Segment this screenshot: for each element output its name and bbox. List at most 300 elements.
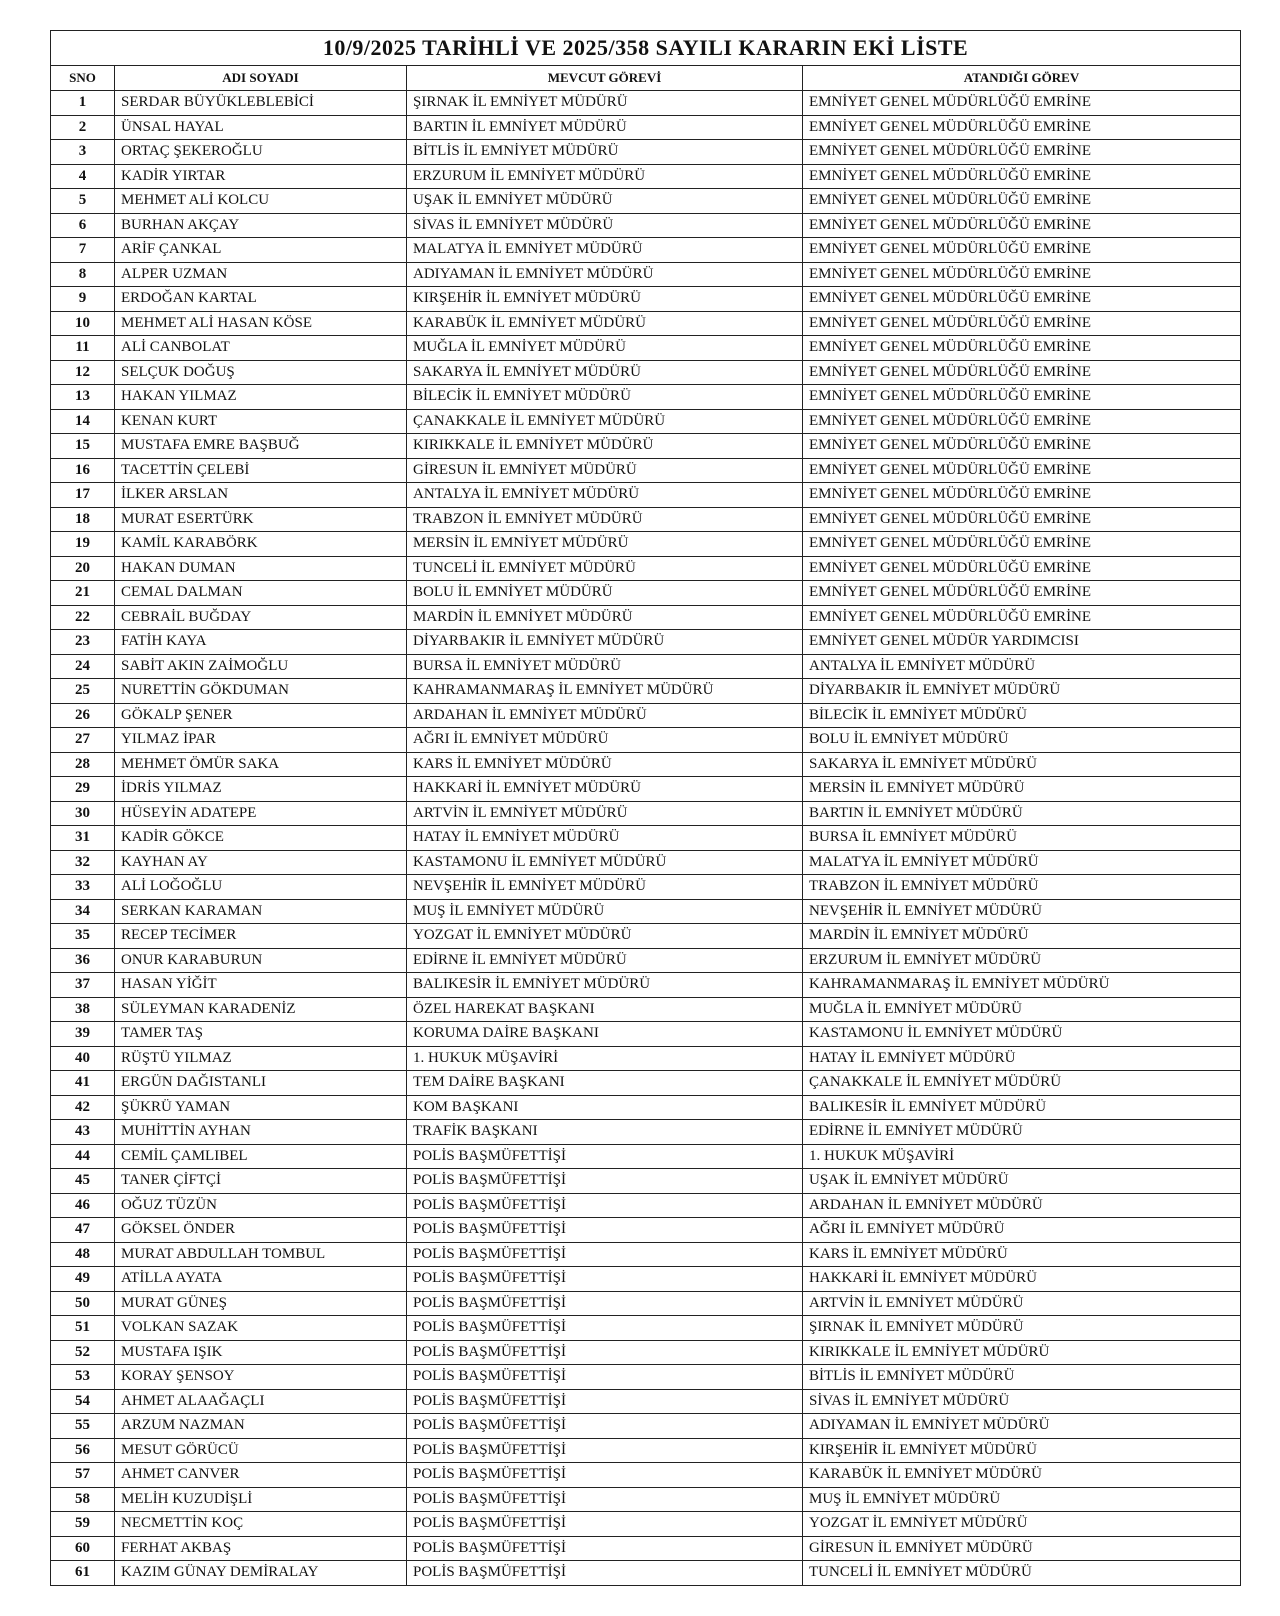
table-row bbox=[51, 1365, 1241, 1390]
table-row bbox=[51, 1193, 1241, 1218]
row-number: 51 bbox=[51, 1316, 115, 1341]
person-name: ERGÜN DAĞISTANLI bbox=[115, 1071, 407, 1096]
row-number: 38 bbox=[51, 997, 115, 1022]
assigned-position: BALIKESİR İL EMNİYET MÜDÜRÜ bbox=[803, 1095, 1241, 1120]
table-row bbox=[51, 1144, 1241, 1169]
current-position: KASTAMONU İL EMNİYET MÜDÜRÜ bbox=[407, 850, 803, 875]
current-position: UŞAK İL EMNİYET MÜDÜRÜ bbox=[407, 189, 803, 214]
row-number: 39 bbox=[51, 1022, 115, 1047]
table-row bbox=[51, 679, 1241, 704]
table-row bbox=[51, 1487, 1241, 1512]
current-position: GİRESUN İL EMNİYET MÜDÜRÜ bbox=[407, 458, 803, 483]
table-row bbox=[51, 654, 1241, 679]
assigned-position: HATAY İL EMNİYET MÜDÜRÜ bbox=[803, 1046, 1241, 1071]
row-number: 23 bbox=[51, 630, 115, 655]
table-row bbox=[51, 924, 1241, 949]
current-position: EDİRNE İL EMNİYET MÜDÜRÜ bbox=[407, 948, 803, 973]
row-number: 18 bbox=[51, 507, 115, 532]
current-position: KARABÜK İL EMNİYET MÜDÜRÜ bbox=[407, 311, 803, 336]
person-name: NECMETTİN KOÇ bbox=[115, 1512, 407, 1537]
row-number: 45 bbox=[51, 1169, 115, 1194]
assigned-position: MUĞLA İL EMNİYET MÜDÜRÜ bbox=[803, 997, 1241, 1022]
person-name: TAMER TAŞ bbox=[115, 1022, 407, 1047]
row-number: 12 bbox=[51, 360, 115, 385]
column-header-current-position: MEVCUT GÖREVİ bbox=[407, 66, 803, 91]
person-name: VOLKAN SAZAK bbox=[115, 1316, 407, 1341]
person-name: HASAN YİĞİT bbox=[115, 973, 407, 998]
table-row bbox=[51, 1071, 1241, 1096]
row-number: 55 bbox=[51, 1414, 115, 1439]
assigned-position: BOLU İL EMNİYET MÜDÜRÜ bbox=[803, 728, 1241, 753]
row-number: 21 bbox=[51, 581, 115, 606]
assigned-position: EMNİYET GENEL MÜDÜRLÜĞÜ EMRİNE bbox=[803, 409, 1241, 434]
assigned-position: SİVAS İL EMNİYET MÜDÜRÜ bbox=[803, 1389, 1241, 1414]
row-number: 50 bbox=[51, 1291, 115, 1316]
current-position: KORUMA DAİRE BAŞKANI bbox=[407, 1022, 803, 1047]
current-position: POLİS BAŞMÜFETTİŞİ bbox=[407, 1512, 803, 1537]
row-number: 43 bbox=[51, 1120, 115, 1145]
assigned-position: KARS İL EMNİYET MÜDÜRÜ bbox=[803, 1242, 1241, 1267]
row-number: 13 bbox=[51, 385, 115, 410]
table-row bbox=[51, 115, 1241, 140]
person-name: SERDAR BÜYÜKLEBLEBİCİ bbox=[115, 91, 407, 116]
row-number: 4 bbox=[51, 164, 115, 189]
row-number: 10 bbox=[51, 311, 115, 336]
assigned-position: YOZGAT İL EMNİYET MÜDÜRÜ bbox=[803, 1512, 1241, 1537]
row-number: 17 bbox=[51, 483, 115, 508]
person-name: ÜNSAL HAYAL bbox=[115, 115, 407, 140]
assigned-position: EMNİYET GENEL MÜDÜRLÜĞÜ EMRİNE bbox=[803, 213, 1241, 238]
assigned-position: EMNİYET GENEL MÜDÜRLÜĞÜ EMRİNE bbox=[803, 189, 1241, 214]
row-number: 11 bbox=[51, 336, 115, 361]
assigned-position: EMNİYET GENEL MÜDÜRLÜĞÜ EMRİNE bbox=[803, 140, 1241, 165]
assigned-position: SAKARYA İL EMNİYET MÜDÜRÜ bbox=[803, 752, 1241, 777]
current-position: POLİS BAŞMÜFETTİŞİ bbox=[407, 1438, 803, 1463]
table-row bbox=[51, 1095, 1241, 1120]
person-name: ARİF ÇANKAL bbox=[115, 238, 407, 263]
assigned-position: TUNCELİ İL EMNİYET MÜDÜRÜ bbox=[803, 1561, 1241, 1586]
row-number: 53 bbox=[51, 1365, 115, 1390]
table-row bbox=[51, 703, 1241, 728]
table-row bbox=[51, 311, 1241, 336]
person-name: MELİH KUZUDİŞLİ bbox=[115, 1487, 407, 1512]
table-row bbox=[51, 826, 1241, 851]
table-row bbox=[51, 556, 1241, 581]
row-number: 30 bbox=[51, 801, 115, 826]
current-position: POLİS BAŞMÜFETTİŞİ bbox=[407, 1365, 803, 1390]
current-position: KIRIKKALE İL EMNİYET MÜDÜRÜ bbox=[407, 434, 803, 459]
table-row bbox=[51, 213, 1241, 238]
assigned-position: MUŞ İL EMNİYET MÜDÜRÜ bbox=[803, 1487, 1241, 1512]
person-name: MUSTAFA IŞIK bbox=[115, 1340, 407, 1365]
assigned-position: ADIYAMAN İL EMNİYET MÜDÜRÜ bbox=[803, 1414, 1241, 1439]
person-name: OĞUZ TÜZÜN bbox=[115, 1193, 407, 1218]
row-number: 54 bbox=[51, 1389, 115, 1414]
column-header-assigned-position: ATANDIĞI GÖREV bbox=[803, 66, 1241, 91]
table-row bbox=[51, 581, 1241, 606]
row-number: 41 bbox=[51, 1071, 115, 1096]
person-name: İLKER ARSLAN bbox=[115, 483, 407, 508]
person-name: FATİH KAYA bbox=[115, 630, 407, 655]
row-number: 24 bbox=[51, 654, 115, 679]
table-row bbox=[51, 1438, 1241, 1463]
table-row bbox=[51, 140, 1241, 165]
assigned-position: ÇANAKKALE İL EMNİYET MÜDÜRÜ bbox=[803, 1071, 1241, 1096]
assigned-position: BARTIN İL EMNİYET MÜDÜRÜ bbox=[803, 801, 1241, 826]
current-position: POLİS BAŞMÜFETTİŞİ bbox=[407, 1463, 803, 1488]
person-name: BURHAN AKÇAY bbox=[115, 213, 407, 238]
person-name: ALİ CANBOLAT bbox=[115, 336, 407, 361]
table-row bbox=[51, 189, 1241, 214]
row-number: 31 bbox=[51, 826, 115, 851]
current-position: POLİS BAŞMÜFETTİŞİ bbox=[407, 1144, 803, 1169]
current-position: SAKARYA İL EMNİYET MÜDÜRÜ bbox=[407, 360, 803, 385]
current-position: SİVAS İL EMNİYET MÜDÜRÜ bbox=[407, 213, 803, 238]
table-row bbox=[51, 385, 1241, 410]
table-row bbox=[51, 1120, 1241, 1145]
person-name: YILMAZ İPAR bbox=[115, 728, 407, 753]
person-name: CEMAL DALMAN bbox=[115, 581, 407, 606]
table-row bbox=[51, 287, 1241, 312]
assigned-position: EMNİYET GENEL MÜDÜRLÜĞÜ EMRİNE bbox=[803, 311, 1241, 336]
table-row bbox=[51, 507, 1241, 532]
current-position: POLİS BAŞMÜFETTİŞİ bbox=[407, 1536, 803, 1561]
table-row bbox=[51, 605, 1241, 630]
current-position: POLİS BAŞMÜFETTİŞİ bbox=[407, 1193, 803, 1218]
appointment-table bbox=[50, 30, 1241, 1586]
current-position: ERZURUM İL EMNİYET MÜDÜRÜ bbox=[407, 164, 803, 189]
person-name: KENAN KURT bbox=[115, 409, 407, 434]
assigned-position: ARTVİN İL EMNİYET MÜDÜRÜ bbox=[803, 1291, 1241, 1316]
person-name: SABİT AKIN ZAİMOĞLU bbox=[115, 654, 407, 679]
assigned-position: EMNİYET GENEL MÜDÜRLÜĞÜ EMRİNE bbox=[803, 385, 1241, 410]
row-number: 1 bbox=[51, 91, 115, 116]
assigned-position: AĞRI İL EMNİYET MÜDÜRÜ bbox=[803, 1218, 1241, 1243]
current-position: POLİS BAŞMÜFETTİŞİ bbox=[407, 1169, 803, 1194]
person-name: CEBRAİL BUĞDAY bbox=[115, 605, 407, 630]
document-title: 10/9/2025 TARİHLİ VE 2025/358 SAYILI KARARIN EKİ LİSTE bbox=[51, 31, 1241, 66]
current-position: BURSA İL EMNİYET MÜDÜRÜ bbox=[407, 654, 803, 679]
row-number: 44 bbox=[51, 1144, 115, 1169]
table-row bbox=[51, 899, 1241, 924]
assigned-position: BURSA İL EMNİYET MÜDÜRÜ bbox=[803, 826, 1241, 851]
assigned-position: BİLECİK İL EMNİYET MÜDÜRÜ bbox=[803, 703, 1241, 728]
person-name: MEHMET ALİ HASAN KÖSE bbox=[115, 311, 407, 336]
row-number: 3 bbox=[51, 140, 115, 165]
person-name: GÖKALP ŞENER bbox=[115, 703, 407, 728]
person-name: RECEP TECİMER bbox=[115, 924, 407, 949]
table-row bbox=[51, 777, 1241, 802]
table-row bbox=[51, 1022, 1241, 1047]
person-name: RÜŞTÜ YILMAZ bbox=[115, 1046, 407, 1071]
table-row bbox=[51, 336, 1241, 361]
row-number: 28 bbox=[51, 752, 115, 777]
table-row bbox=[51, 434, 1241, 459]
row-number: 2 bbox=[51, 115, 115, 140]
person-name: FERHAT AKBAŞ bbox=[115, 1536, 407, 1561]
current-position: KAHRAMANMARAŞ İL EMNİYET MÜDÜRÜ bbox=[407, 679, 803, 704]
person-name: TACETTİN ÇELEBİ bbox=[115, 458, 407, 483]
row-number: 60 bbox=[51, 1536, 115, 1561]
current-position: BALIKESİR İL EMNİYET MÜDÜRÜ bbox=[407, 973, 803, 998]
assigned-position: EMNİYET GENEL MÜDÜRLÜĞÜ EMRİNE bbox=[803, 434, 1241, 459]
assigned-position: MARDİN İL EMNİYET MÜDÜRÜ bbox=[803, 924, 1241, 949]
table-row bbox=[51, 1218, 1241, 1243]
assigned-position: BİTLİS İL EMNİYET MÜDÜRÜ bbox=[803, 1365, 1241, 1390]
current-position: POLİS BAŞMÜFETTİŞİ bbox=[407, 1218, 803, 1243]
current-position: POLİS BAŞMÜFETTİŞİ bbox=[407, 1340, 803, 1365]
table-row bbox=[51, 483, 1241, 508]
person-name: MURAT ESERTÜRK bbox=[115, 507, 407, 532]
row-number: 48 bbox=[51, 1242, 115, 1267]
table-row bbox=[51, 875, 1241, 900]
current-position: DİYARBAKIR İL EMNİYET MÜDÜRÜ bbox=[407, 630, 803, 655]
person-name: ERDOĞAN KARTAL bbox=[115, 287, 407, 312]
assigned-position: EMNİYET GENEL MÜDÜRLÜĞÜ EMRİNE bbox=[803, 581, 1241, 606]
table-row bbox=[51, 850, 1241, 875]
current-position: POLİS BAŞMÜFETTİŞİ bbox=[407, 1242, 803, 1267]
row-number: 52 bbox=[51, 1340, 115, 1365]
current-position: KIRŞEHİR İL EMNİYET MÜDÜRÜ bbox=[407, 287, 803, 312]
person-name: SELÇUK DOĞUŞ bbox=[115, 360, 407, 385]
row-number: 5 bbox=[51, 189, 115, 214]
table-row bbox=[51, 1340, 1241, 1365]
current-position: ADIYAMAN İL EMNİYET MÜDÜRÜ bbox=[407, 262, 803, 287]
current-position: TRAFİK BAŞKANI bbox=[407, 1120, 803, 1145]
row-number: 25 bbox=[51, 679, 115, 704]
row-number: 16 bbox=[51, 458, 115, 483]
row-number: 22 bbox=[51, 605, 115, 630]
row-number: 27 bbox=[51, 728, 115, 753]
row-number: 46 bbox=[51, 1193, 115, 1218]
table-body bbox=[51, 91, 1241, 1586]
person-name: AHMET ALAAĞAÇLI bbox=[115, 1389, 407, 1414]
assigned-position: EMNİYET GENEL MÜDÜRLÜĞÜ EMRİNE bbox=[803, 483, 1241, 508]
person-name: MUSTAFA EMRE BAŞBUĞ bbox=[115, 434, 407, 459]
current-position: ANTALYA İL EMNİYET MÜDÜRÜ bbox=[407, 483, 803, 508]
table-row bbox=[51, 91, 1241, 116]
assigned-position: KAHRAMANMARAŞ İL EMNİYET MÜDÜRÜ bbox=[803, 973, 1241, 998]
row-number: 15 bbox=[51, 434, 115, 459]
table-row bbox=[51, 1414, 1241, 1439]
person-name: AHMET CANVER bbox=[115, 1463, 407, 1488]
current-position: ÇANAKKALE İL EMNİYET MÜDÜRÜ bbox=[407, 409, 803, 434]
row-number: 40 bbox=[51, 1046, 115, 1071]
person-name: KAZIM GÜNAY DEMİRALAY bbox=[115, 1561, 407, 1586]
assigned-position: KIRIKKALE İL EMNİYET MÜDÜRÜ bbox=[803, 1340, 1241, 1365]
row-number: 59 bbox=[51, 1512, 115, 1537]
current-position: AĞRI İL EMNİYET MÜDÜRÜ bbox=[407, 728, 803, 753]
current-position: KOM BAŞKANI bbox=[407, 1095, 803, 1120]
person-name: İDRİS YILMAZ bbox=[115, 777, 407, 802]
assigned-position: KASTAMONU İL EMNİYET MÜDÜRÜ bbox=[803, 1022, 1241, 1047]
assigned-position: ARDAHAN İL EMNİYET MÜDÜRÜ bbox=[803, 1193, 1241, 1218]
table-row bbox=[51, 801, 1241, 826]
person-name: MESUT GÖRÜCÜ bbox=[115, 1438, 407, 1463]
assigned-position: MERSİN İL EMNİYET MÜDÜRÜ bbox=[803, 777, 1241, 802]
person-name: KAMİL KARABÖRK bbox=[115, 532, 407, 557]
row-number: 58 bbox=[51, 1487, 115, 1512]
current-position: POLİS BAŞMÜFETTİŞİ bbox=[407, 1291, 803, 1316]
current-position: 1. HUKUK MÜŞAVİRİ bbox=[407, 1046, 803, 1071]
table-row bbox=[51, 238, 1241, 263]
column-header-sno: SNO bbox=[51, 66, 115, 91]
row-number: 33 bbox=[51, 875, 115, 900]
current-position: BARTIN İL EMNİYET MÜDÜRÜ bbox=[407, 115, 803, 140]
assigned-position: EDİRNE İL EMNİYET MÜDÜRÜ bbox=[803, 1120, 1241, 1145]
person-name: MUHİTTİN AYHAN bbox=[115, 1120, 407, 1145]
assigned-position: EMNİYET GENEL MÜDÜR YARDIMCISI bbox=[803, 630, 1241, 655]
person-name: KORAY ŞENSOY bbox=[115, 1365, 407, 1390]
assigned-position: DİYARBAKIR İL EMNİYET MÜDÜRÜ bbox=[803, 679, 1241, 704]
table-row bbox=[51, 630, 1241, 655]
row-number: 32 bbox=[51, 850, 115, 875]
current-position: POLİS BAŞMÜFETTİŞİ bbox=[407, 1316, 803, 1341]
current-position: TEM DAİRE BAŞKANI bbox=[407, 1071, 803, 1096]
person-name: CEMİL ÇAMLIBEL bbox=[115, 1144, 407, 1169]
row-number: 8 bbox=[51, 262, 115, 287]
person-name: SÜLEYMAN KARADENİZ bbox=[115, 997, 407, 1022]
person-name: ARZUM NAZMAN bbox=[115, 1414, 407, 1439]
row-number: 37 bbox=[51, 973, 115, 998]
table-row bbox=[51, 1389, 1241, 1414]
current-position: BİLECİK İL EMNİYET MÜDÜRÜ bbox=[407, 385, 803, 410]
table-row bbox=[51, 997, 1241, 1022]
row-number: 9 bbox=[51, 287, 115, 312]
current-position: POLİS BAŞMÜFETTİŞİ bbox=[407, 1414, 803, 1439]
assigned-position: EMNİYET GENEL MÜDÜRLÜĞÜ EMRİNE bbox=[803, 262, 1241, 287]
table-row bbox=[51, 973, 1241, 998]
assigned-position: EMNİYET GENEL MÜDÜRLÜĞÜ EMRİNE bbox=[803, 238, 1241, 263]
current-position: POLİS BAŞMÜFETTİŞİ bbox=[407, 1487, 803, 1512]
table-row bbox=[51, 1561, 1241, 1586]
assigned-position: KIRŞEHİR İL EMNİYET MÜDÜRÜ bbox=[803, 1438, 1241, 1463]
person-name: HAKAN DUMAN bbox=[115, 556, 407, 581]
assigned-position: TRABZON İL EMNİYET MÜDÜRÜ bbox=[803, 875, 1241, 900]
assigned-position: EMNİYET GENEL MÜDÜRLÜĞÜ EMRİNE bbox=[803, 164, 1241, 189]
row-number: 7 bbox=[51, 238, 115, 263]
person-name: TANER ÇİFTÇİ bbox=[115, 1169, 407, 1194]
current-position: MERSİN İL EMNİYET MÜDÜRÜ bbox=[407, 532, 803, 557]
assigned-position: EMNİYET GENEL MÜDÜRLÜĞÜ EMRİNE bbox=[803, 115, 1241, 140]
assigned-position: EMNİYET GENEL MÜDÜRLÜĞÜ EMRİNE bbox=[803, 605, 1241, 630]
assigned-position: EMNİYET GENEL MÜDÜRLÜĞÜ EMRİNE bbox=[803, 507, 1241, 532]
current-position: TUNCELİ İL EMNİYET MÜDÜRÜ bbox=[407, 556, 803, 581]
table-row bbox=[51, 1291, 1241, 1316]
assigned-position: ERZURUM İL EMNİYET MÜDÜRÜ bbox=[803, 948, 1241, 973]
current-position: NEVŞEHİR İL EMNİYET MÜDÜRÜ bbox=[407, 875, 803, 900]
person-name: ŞÜKRÜ YAMAN bbox=[115, 1095, 407, 1120]
assigned-position: ŞIRNAK İL EMNİYET MÜDÜRÜ bbox=[803, 1316, 1241, 1341]
current-position: MUĞLA İL EMNİYET MÜDÜRÜ bbox=[407, 336, 803, 361]
table-row bbox=[51, 360, 1241, 385]
table-row bbox=[51, 1463, 1241, 1488]
person-name: SERKAN KARAMAN bbox=[115, 899, 407, 924]
assigned-position: EMNİYET GENEL MÜDÜRLÜĞÜ EMRİNE bbox=[803, 458, 1241, 483]
current-position: POLİS BAŞMÜFETTİŞİ bbox=[407, 1267, 803, 1292]
table-row bbox=[51, 948, 1241, 973]
assigned-position: 1. HUKUK MÜŞAVİRİ bbox=[803, 1144, 1241, 1169]
table-row bbox=[51, 1512, 1241, 1537]
table-row bbox=[51, 1242, 1241, 1267]
person-name: KAYHAN AY bbox=[115, 850, 407, 875]
person-name: HÜSEYİN ADATEPE bbox=[115, 801, 407, 826]
person-name: ALPER UZMAN bbox=[115, 262, 407, 287]
current-position: HAKKARİ İL EMNİYET MÜDÜRÜ bbox=[407, 777, 803, 802]
person-name: MURAT ABDULLAH TOMBUL bbox=[115, 1242, 407, 1267]
table-row bbox=[51, 164, 1241, 189]
person-name: KADİR YIRTAR bbox=[115, 164, 407, 189]
current-position: BİTLİS İL EMNİYET MÜDÜRÜ bbox=[407, 140, 803, 165]
assigned-position: EMNİYET GENEL MÜDÜRLÜĞÜ EMRİNE bbox=[803, 556, 1241, 581]
row-number: 20 bbox=[51, 556, 115, 581]
assigned-position: EMNİYET GENEL MÜDÜRLÜĞÜ EMRİNE bbox=[803, 532, 1241, 557]
document-page bbox=[50, 30, 1240, 1586]
assigned-position: EMNİYET GENEL MÜDÜRLÜĞÜ EMRİNE bbox=[803, 91, 1241, 116]
current-position: ÖZEL HAREKAT BAŞKANI bbox=[407, 997, 803, 1022]
assigned-position: ANTALYA İL EMNİYET MÜDÜRÜ bbox=[803, 654, 1241, 679]
assigned-position: EMNİYET GENEL MÜDÜRLÜĞÜ EMRİNE bbox=[803, 287, 1241, 312]
row-number: 49 bbox=[51, 1267, 115, 1292]
row-number: 57 bbox=[51, 1463, 115, 1488]
assigned-position: EMNİYET GENEL MÜDÜRLÜĞÜ EMRİNE bbox=[803, 360, 1241, 385]
table-row bbox=[51, 1169, 1241, 1194]
current-position: HATAY İL EMNİYET MÜDÜRÜ bbox=[407, 826, 803, 851]
current-position: BOLU İL EMNİYET MÜDÜRÜ bbox=[407, 581, 803, 606]
person-name: NURETTİN GÖKDUMAN bbox=[115, 679, 407, 704]
person-name: MEHMET ÖMÜR SAKA bbox=[115, 752, 407, 777]
table-row bbox=[51, 532, 1241, 557]
person-name: ONUR KARABURUN bbox=[115, 948, 407, 973]
table-row bbox=[51, 1046, 1241, 1071]
row-number: 42 bbox=[51, 1095, 115, 1120]
current-position: KARS İL EMNİYET MÜDÜRÜ bbox=[407, 752, 803, 777]
person-name: ALİ LOĞOĞLU bbox=[115, 875, 407, 900]
current-position: YOZGAT İL EMNİYET MÜDÜRÜ bbox=[407, 924, 803, 949]
column-header-name: ADI SOYADI bbox=[115, 66, 407, 91]
row-number: 19 bbox=[51, 532, 115, 557]
current-position: ARTVİN İL EMNİYET MÜDÜRÜ bbox=[407, 801, 803, 826]
current-position: POLİS BAŞMÜFETTİŞİ bbox=[407, 1389, 803, 1414]
assigned-position: GİRESUN İL EMNİYET MÜDÜRÜ bbox=[803, 1536, 1241, 1561]
assigned-position: NEVŞEHİR İL EMNİYET MÜDÜRÜ bbox=[803, 899, 1241, 924]
assigned-position: MALATYA İL EMNİYET MÜDÜRÜ bbox=[803, 850, 1241, 875]
table-row bbox=[51, 728, 1241, 753]
current-position: ŞIRNAK İL EMNİYET MÜDÜRÜ bbox=[407, 91, 803, 116]
table-row bbox=[51, 752, 1241, 777]
assigned-position: HAKKARİ İL EMNİYET MÜDÜRÜ bbox=[803, 1267, 1241, 1292]
assigned-position: UŞAK İL EMNİYET MÜDÜRÜ bbox=[803, 1169, 1241, 1194]
person-name: KADİR GÖKCE bbox=[115, 826, 407, 851]
row-number: 61 bbox=[51, 1561, 115, 1586]
row-number: 14 bbox=[51, 409, 115, 434]
table-row bbox=[51, 1267, 1241, 1292]
current-position: MARDİN İL EMNİYET MÜDÜRÜ bbox=[407, 605, 803, 630]
row-number: 47 bbox=[51, 1218, 115, 1243]
row-number: 56 bbox=[51, 1438, 115, 1463]
person-name: HAKAN YILMAZ bbox=[115, 385, 407, 410]
row-number: 34 bbox=[51, 899, 115, 924]
person-name: GÖKSEL ÖNDER bbox=[115, 1218, 407, 1243]
row-number: 35 bbox=[51, 924, 115, 949]
assigned-position: EMNİYET GENEL MÜDÜRLÜĞÜ EMRİNE bbox=[803, 336, 1241, 361]
row-number: 6 bbox=[51, 213, 115, 238]
person-name: ORTAÇ ŞEKEROĞLU bbox=[115, 140, 407, 165]
table-row bbox=[51, 262, 1241, 287]
assigned-position: KARABÜK İL EMNİYET MÜDÜRÜ bbox=[803, 1463, 1241, 1488]
current-position: MUŞ İL EMNİYET MÜDÜRÜ bbox=[407, 899, 803, 924]
table-row bbox=[51, 409, 1241, 434]
